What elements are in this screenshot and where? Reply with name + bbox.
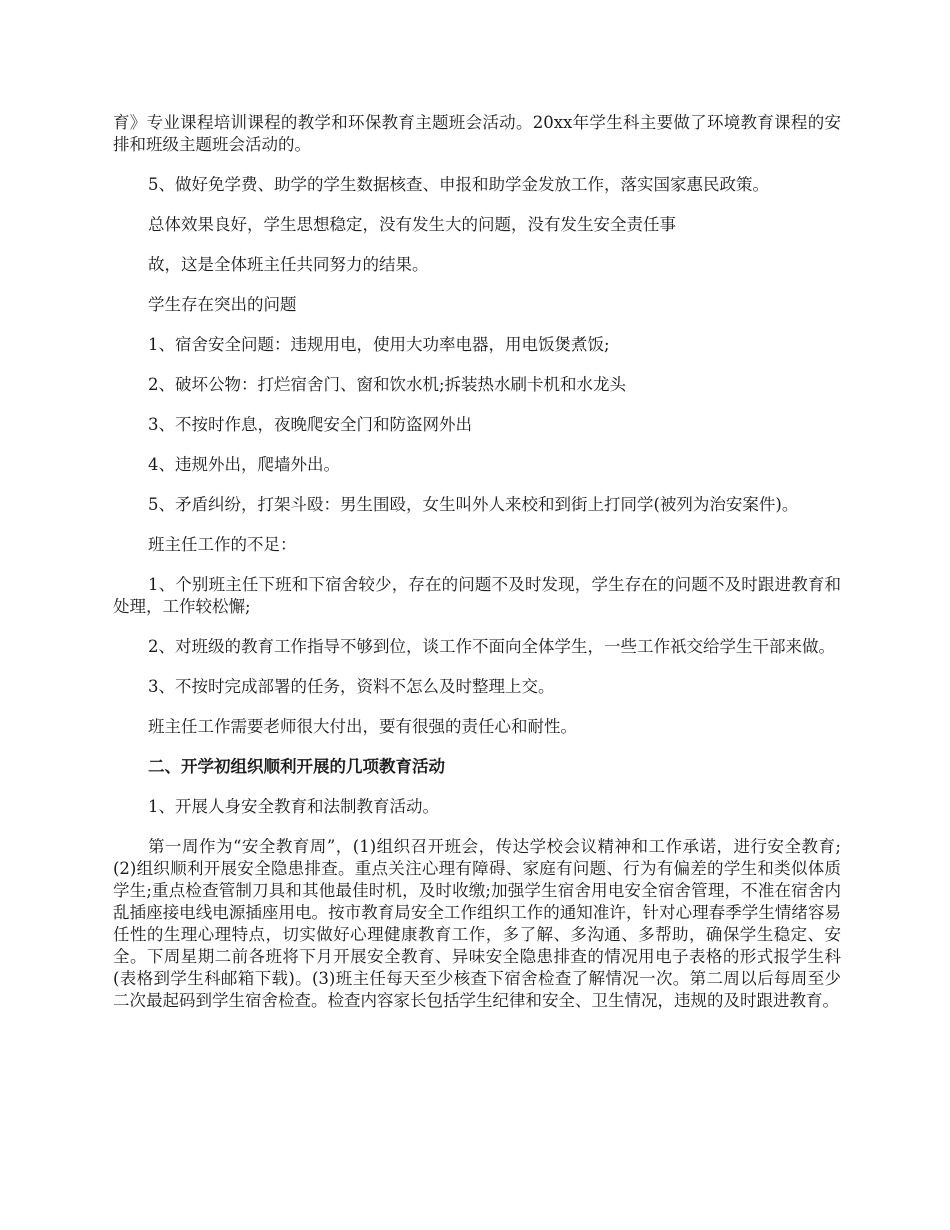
- paragraph-3: 总体效果良好，学生思想稳定，没有发生大的问题，没有发生安全责任事: [148, 215, 676, 234]
- problem-item-3: 3、不按时作息，夜晚爬安全门和防盗网外出: [148, 415, 472, 434]
- activity-item-1: 1、开展人身安全教育和法制教育活动。: [148, 797, 439, 816]
- paragraph-4: 故，这是全体班主任共同努力的结果。: [148, 255, 429, 274]
- shortcoming-item-2: 2、对班级的教育工作指导不够到位，谈工作不面向全体学生，一些工作祇交给学生干部来做。: [148, 637, 835, 656]
- safety-week-paragraph: 第一周作为“安全教育周”，(1)组织召开班会，传达学校会议精神和工作承诺，进行安全教育;(2)组织顺利开展安全隐患排查。重点关注心理有障碍、家庭有问题、行为有偏差的学生和类似体质学生;重点检查管制刀具和其他最佳时机，及时收缴;加强学生宿舍用电安全宿舍管理，不准在宿舍内乱插座接电线电源插座用电。按市教育局安全工作组织工作的通知准许，针对心理春季学生情绪容易任性的生理心理特点，切实做好心理健康教育工作，多了解、多沟通、多帮助，确保学生稳定、安全。下周星期二前各班将下月开展安全教育、异味安全隐患排查的情况用电子表格的形式报学生科(表格到学生科邮箱下载)。(3)班主任每天至少核查下宿舍检查了解情况一次。第二周以后每周至少二次最起码到学生宿舍检查。检查内容家长包括学生纪律和安全、卫生情况，违规的及时跟进教育。: [113, 837, 841, 1010]
- summary-paragraph: 班主任工作需要老师很大付出，要有很强的责任心和耐性。: [148, 717, 577, 736]
- section-heading-two: 二、开学初组织顺利开展的几项教育活动: [148, 757, 445, 776]
- problem-item-4: 4、违规外出，爬墙外出。: [148, 455, 340, 474]
- section-title-shortcomings: 班主任工作的不足：: [148, 535, 297, 554]
- problem-item-5: 5、矛盾纠纷，打架斗殴：男生围殴，女生叫外人来校和到街上打同学(被列为治安案件)。: [148, 495, 799, 514]
- paragraph-2: 5、做好免学费、助学的学生数据核查、申报和助学金发放工作，落实国家惠民政策。: [148, 175, 769, 194]
- paragraph-1: 育》专业课程培训课程的教学和环保教育主题班会活动。20xx年学生科主要做了环境教育课程的安排和班级主题班会活动的。: [113, 113, 841, 154]
- problem-item-1: 1、宿舍安全问题：违规用电，使用大功率电器，用电饭煲煮饭;: [148, 335, 610, 354]
- problem-item-2: 2、破坏公物：打烂宿舍门、窗和饮水机;拆装热水刷卡机和水龙头: [148, 375, 627, 394]
- shortcoming-item-1: 1、个别班主任下班和下宿舍较少，存在的问题不及时发现，学生存在的问题不及时跟进教育和处理，工作较松懈;: [113, 575, 841, 616]
- document-page: [113, 112, 841, 1012]
- section-title-problems: 学生存在突出的问题: [148, 295, 297, 314]
- shortcoming-item-3: 3、不按时完成部署的任务，资料不怎么及时整理上交。: [148, 677, 555, 696]
